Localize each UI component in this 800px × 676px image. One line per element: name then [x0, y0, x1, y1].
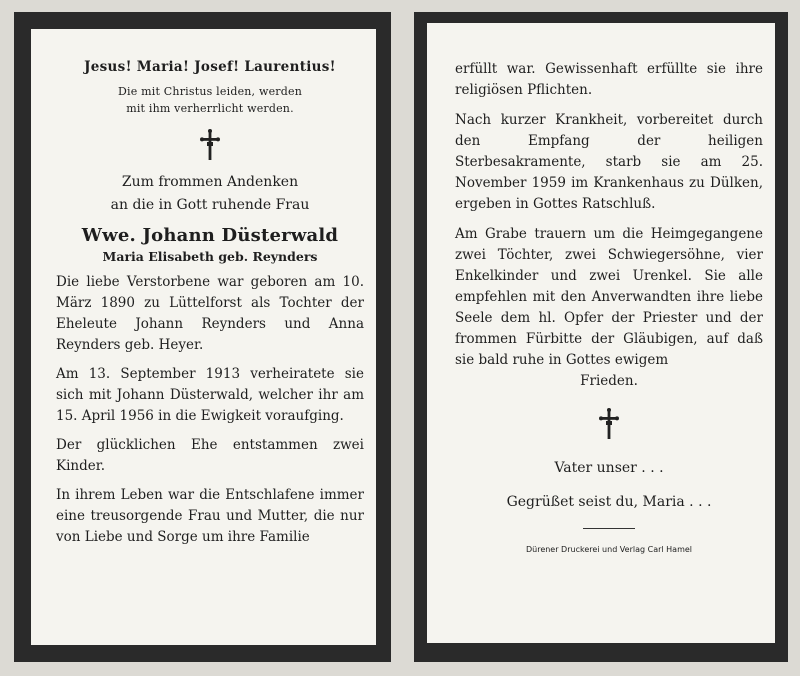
memorial-heading [56, 171, 364, 217]
paragraph-children: Der glücklichen Ehe entstammen zwei Kinder. [56, 437, 364, 474]
memorial-line-1: Zum frommen Andenken [121, 174, 299, 190]
paragraph-duties: erfüllt war. Gewissenhaft erfüllte sie ihre religiösen Pflichten. [455, 61, 763, 98]
cross-icon [455, 408, 763, 442]
printer-credit: Dürener Druckerei und Verlag Carl Hamel [525, 545, 693, 554]
paragraph-life: In ihrem Leben war die Entschlafene immer eine treusorgende Frau und Mutter, die nur von Liebe und Sorge um ihre Familie [56, 487, 364, 545]
birth-name: Maria Elisabeth geb. Reynders [102, 249, 318, 264]
paragraph-mourners [455, 224, 763, 371]
prayer-hail-mary: Gegrüßet seist du, Maria . . . [506, 494, 712, 510]
prayer-our-father: Vater unser . . . [554, 460, 664, 476]
invocation: Jesus! Maria! Josef! Laurentius! [84, 59, 336, 75]
paragraph-marriage: Am 13. September 1913 verheiratete sie sich mit Johann Düsterwald, welcher ihr am 15. April 1956 in die Ewigkeit voraufging. [56, 366, 364, 424]
left-card-page [14, 12, 391, 662]
right-card-page [414, 12, 788, 662]
left-card-paper [31, 29, 376, 645]
motto [56, 83, 364, 117]
memorial-line-2: an die in Gott ruhende Frau [110, 197, 310, 213]
motto-line-1: Die mit Christus leiden, werden [118, 85, 302, 98]
paragraph-birth: Die liebe Verstorbene war geboren am 10. März 1890 zu Lüttelforst als Tochter der Eheleute Johann Reynders und Anna Reynders geb. Heyer. [56, 274, 364, 353]
right-card-paper [427, 23, 775, 643]
closing-word: Frieden. [580, 373, 638, 389]
motto-line-2: mit ihm verherrlicht werden. [126, 102, 294, 115]
cross-icon [56, 129, 364, 163]
paragraph-death: Nach kurzer Krankheit, vorbereitet durch den Empfang der heiligen Sterbesakramente, starb sie am 25. November 1959 im Krankenhaus zu Dülken, ergeben in Gottes Ratschluß. [455, 112, 763, 212]
mourners-text: Am Grabe trauern um die Heimgegangene zwei Töchter, zwei Schwiegersöhne, vier Enkelkinder und zwei Urenkel. Sie alle empfehlen mit den Anverwandten ihre liebe Seele dem hl. Opfer der Priester und der frommen Fürbitte der Gläubigen, auf daß sie bald ruhe in Gottes ewigem [455, 226, 763, 368]
deceased-name: Wwe. Johann Düsterwald [81, 225, 339, 246]
divider [583, 528, 635, 529]
